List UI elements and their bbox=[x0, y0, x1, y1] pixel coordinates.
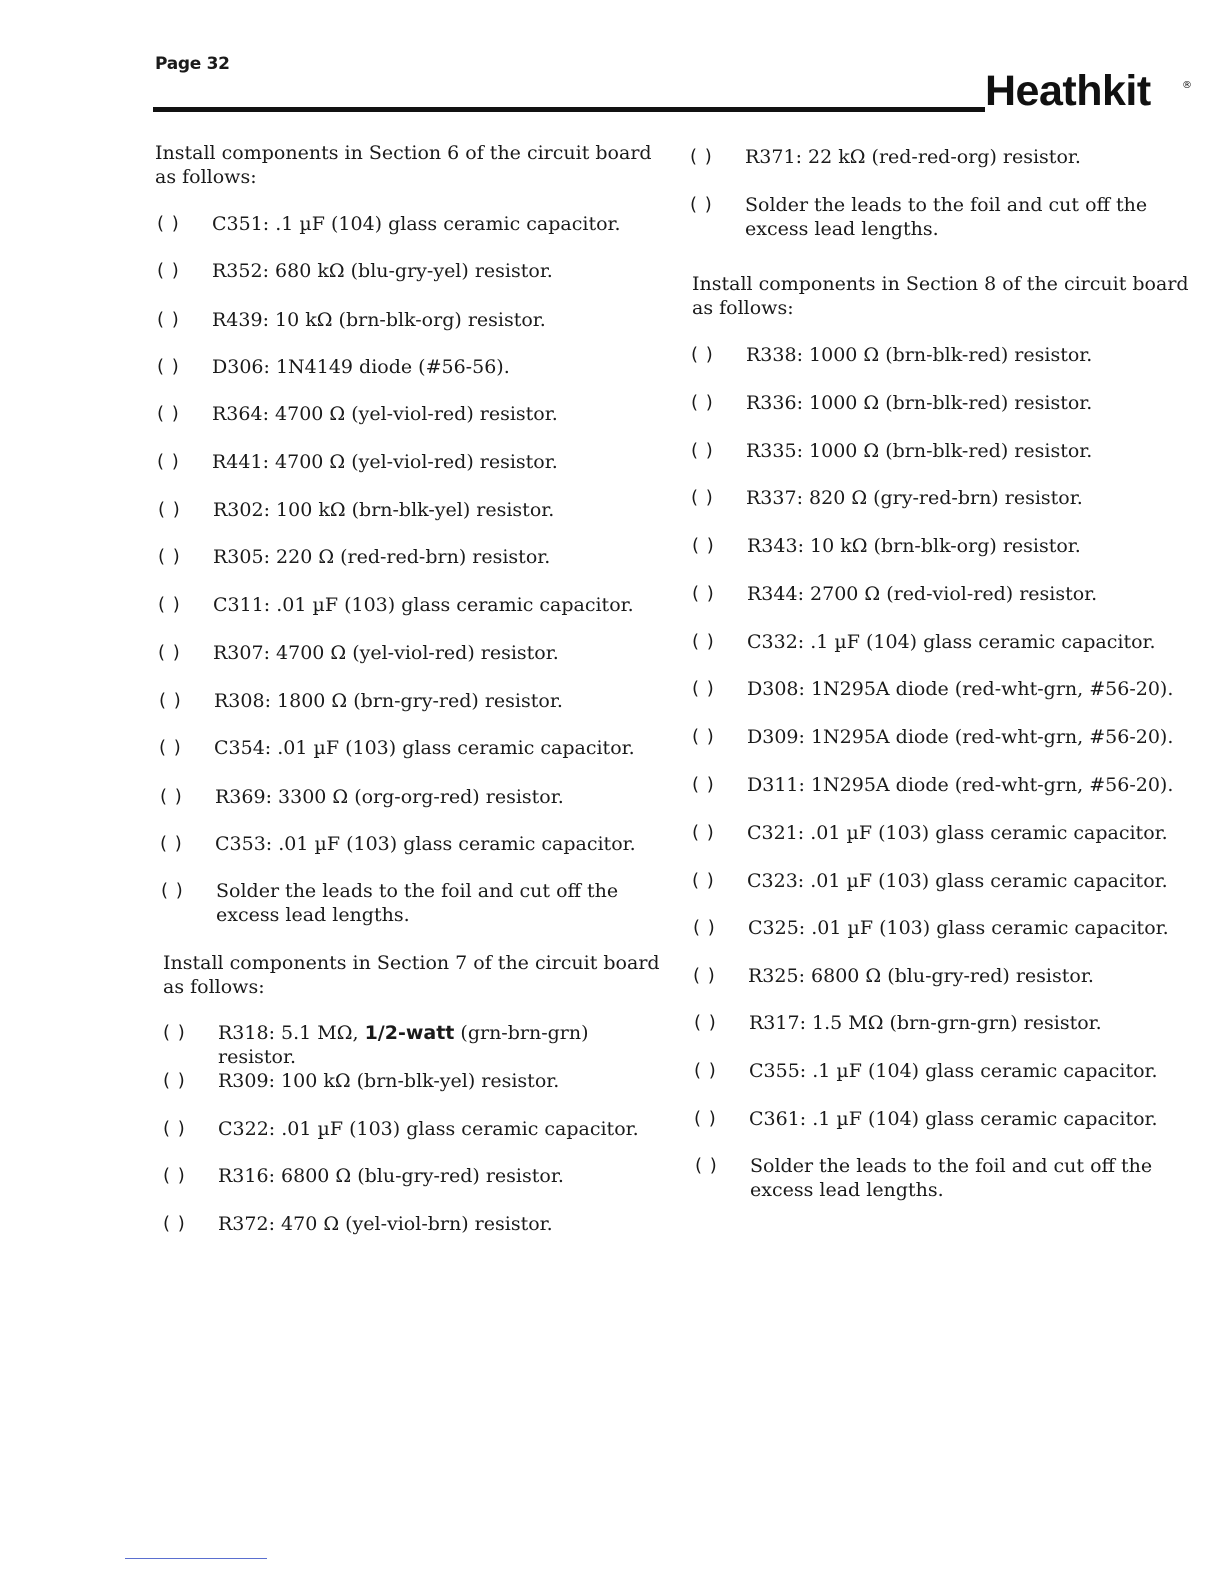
checkbox[interactable]: ( ) bbox=[692, 535, 715, 556]
item-text: R371: 22 kΩ (red-red-org) resistor. bbox=[745, 146, 1081, 168]
page-number: Page 32 bbox=[155, 54, 230, 74]
item-text: R308: 1800 Ω (brn-gry-red) resistor. bbox=[214, 690, 563, 712]
item-text: R309: 100 kΩ (brn-blk-yel) resistor. bbox=[218, 1070, 560, 1092]
brand-registered-mark: ® bbox=[1182, 80, 1192, 91]
item-text: C325: .01 µF (103) glass ceramic capacitor. bbox=[748, 917, 1169, 939]
item-text: C323: .01 µF (103) glass ceramic capacitor. bbox=[747, 870, 1168, 892]
checkbox[interactable]: ( ) bbox=[695, 1155, 718, 1176]
item-text: C311: .01 µF (103) glass ceramic capacitor. bbox=[213, 594, 634, 616]
checkbox[interactable]: ( ) bbox=[158, 546, 181, 567]
checkbox[interactable]: ( ) bbox=[691, 344, 714, 365]
right-column bbox=[690, 0, 1200, 1584]
item-text: R441: 4700 Ω (yel-viol-red) resistor. bbox=[212, 451, 558, 473]
item-text: Solder the leads to the foil and cut off the excess lead lengths. bbox=[216, 880, 619, 926]
item-text: C321: .01 µF (103) glass ceramic capacitor. bbox=[747, 822, 1168, 844]
item-text: C353: .01 µF (103) glass ceramic capacitor. bbox=[215, 833, 636, 855]
checkbox[interactable]: ( ) bbox=[157, 403, 180, 424]
checkbox[interactable]: ( ) bbox=[692, 822, 715, 843]
checkbox[interactable]: ( ) bbox=[163, 1070, 186, 1091]
item-text: D306: 1N4149 diode (#56-56). bbox=[212, 356, 510, 378]
checkbox[interactable]: ( ) bbox=[694, 1012, 717, 1033]
item-text: C332: .1 µF (104) glass ceramic capacitor. bbox=[747, 631, 1156, 653]
checkbox[interactable]: ( ) bbox=[690, 194, 713, 215]
item-text: C351: .1 µF (104) glass ceramic capacitor. bbox=[212, 213, 621, 235]
item-text: C361: .1 µF (104) glass ceramic capacitor. bbox=[749, 1108, 1158, 1130]
section8-intro: Install components in Section 8 of the circuit board as follows: bbox=[692, 273, 1189, 319]
item-text: C354: .01 µF (103) glass ceramic capacitor. bbox=[214, 737, 635, 759]
left-column bbox=[155, 0, 660, 1584]
checkbox[interactable]: ( ) bbox=[157, 213, 180, 234]
item-text: R335: 1000 Ω (brn-blk-red) resistor. bbox=[746, 440, 1093, 462]
checkbox[interactable]: ( ) bbox=[163, 1213, 186, 1234]
brand-logo: Heathkit bbox=[985, 67, 1151, 115]
item-text: R337: 820 Ω (gry-red-brn) resistor. bbox=[746, 487, 1083, 509]
item-text: R343: 10 kΩ (brn-blk-org) resistor. bbox=[747, 535, 1081, 557]
item-text: R369: 3300 Ω (org-org-red) resistor. bbox=[215, 786, 564, 808]
item-text: R336: 1000 Ω (brn-blk-red) resistor. bbox=[746, 392, 1093, 414]
item-text: R325: 6800 Ω (blu-gry-red) resistor. bbox=[748, 965, 1094, 987]
item-text: D309: 1N295A diode (red-wht-grn, #56-20). bbox=[747, 726, 1174, 748]
item-text bbox=[218, 1021, 658, 1069]
item-text: R338: 1000 Ω (brn-blk-red) resistor. bbox=[746, 344, 1093, 366]
checkbox[interactable]: ( ) bbox=[160, 786, 183, 807]
checkbox[interactable]: ( ) bbox=[692, 583, 715, 604]
checkbox[interactable]: ( ) bbox=[692, 726, 715, 747]
item-text: R305: 220 Ω (red-red-brn) resistor. bbox=[213, 546, 551, 568]
checkbox[interactable]: ( ) bbox=[157, 260, 180, 281]
item-text: R307: 4700 Ω (yel-viol-red) resistor. bbox=[213, 642, 559, 664]
checkbox[interactable]: ( ) bbox=[692, 870, 715, 891]
checkbox[interactable]: ( ) bbox=[157, 356, 180, 377]
checkbox[interactable]: ( ) bbox=[691, 487, 714, 508]
checkbox[interactable]: ( ) bbox=[690, 146, 713, 167]
checkbox[interactable]: ( ) bbox=[158, 499, 181, 520]
checkbox[interactable]: ( ) bbox=[694, 1108, 717, 1129]
item-text: R364: 4700 Ω (yel-viol-red) resistor. bbox=[212, 403, 558, 425]
checkbox[interactable]: ( ) bbox=[694, 1060, 717, 1081]
item-text-part: R318: 5.1 MΩ, bbox=[218, 1022, 365, 1044]
item-text: Solder the leads to the foil and cut off the excess lead lengths. bbox=[745, 194, 1148, 240]
section7-intro: Install components in Section 7 of the circuit board as follows: bbox=[163, 952, 660, 998]
checkbox[interactable]: ( ) bbox=[692, 678, 715, 699]
checkbox[interactable]: ( ) bbox=[693, 965, 716, 986]
item-text: R302: 100 kΩ (brn-blk-yel) resistor. bbox=[213, 499, 555, 521]
checkbox[interactable]: ( ) bbox=[157, 309, 180, 330]
item-text: R344: 2700 Ω (red-viol-red) resistor. bbox=[747, 583, 1098, 605]
checkbox[interactable]: ( ) bbox=[691, 440, 714, 461]
checkbox[interactable]: ( ) bbox=[159, 690, 182, 711]
checkbox[interactable]: ( ) bbox=[161, 880, 184, 901]
checkbox[interactable]: ( ) bbox=[158, 594, 181, 615]
item-text: R316: 6800 Ω (blu-gry-red) resistor. bbox=[218, 1165, 564, 1187]
checkbox[interactable]: ( ) bbox=[692, 774, 715, 795]
item-text: R317: 1.5 MΩ (brn-grn-grn) resistor. bbox=[749, 1012, 1102, 1034]
item-text: D308: 1N295A diode (red-wht-grn, #56-20). bbox=[747, 678, 1174, 700]
checkbox[interactable]: ( ) bbox=[158, 642, 181, 663]
checkbox[interactable]: ( ) bbox=[693, 917, 716, 938]
item-text: Solder the leads to the foil and cut off the excess lead lengths. bbox=[750, 1155, 1153, 1201]
checkbox[interactable]: ( ) bbox=[692, 631, 715, 652]
item-text: C355: .1 µF (104) glass ceramic capacitor. bbox=[749, 1060, 1158, 1082]
item-text-part: (grn-brn-grn) resistor. bbox=[218, 1022, 589, 1068]
item-text: C322: .01 µF (103) glass ceramic capacitor. bbox=[218, 1118, 639, 1140]
checkbox[interactable]: ( ) bbox=[691, 392, 714, 413]
checkbox[interactable]: ( ) bbox=[159, 737, 182, 758]
checkbox[interactable]: ( ) bbox=[163, 1165, 186, 1186]
item-text: R439: 10 kΩ (brn-blk-org) resistor. bbox=[212, 309, 546, 331]
checkbox[interactable]: ( ) bbox=[163, 1118, 186, 1139]
checkbox[interactable]: ( ) bbox=[163, 1022, 186, 1043]
footer-link-underline bbox=[125, 1558, 267, 1559]
item-text: R372: 470 Ω (yel-viol-brn) resistor. bbox=[218, 1213, 553, 1235]
item-text: D311: 1N295A diode (red-wht-grn, #56-20). bbox=[747, 774, 1174, 796]
checkbox[interactable]: ( ) bbox=[157, 451, 180, 472]
section6-intro: Install components in Section 6 of the circuit board as follows: bbox=[155, 142, 652, 188]
item-text-bold: 1/2-watt bbox=[364, 1022, 455, 1044]
item-text: R352: 680 kΩ (blu-gry-yel) resistor. bbox=[212, 260, 553, 282]
checkbox[interactable]: ( ) bbox=[160, 833, 183, 854]
